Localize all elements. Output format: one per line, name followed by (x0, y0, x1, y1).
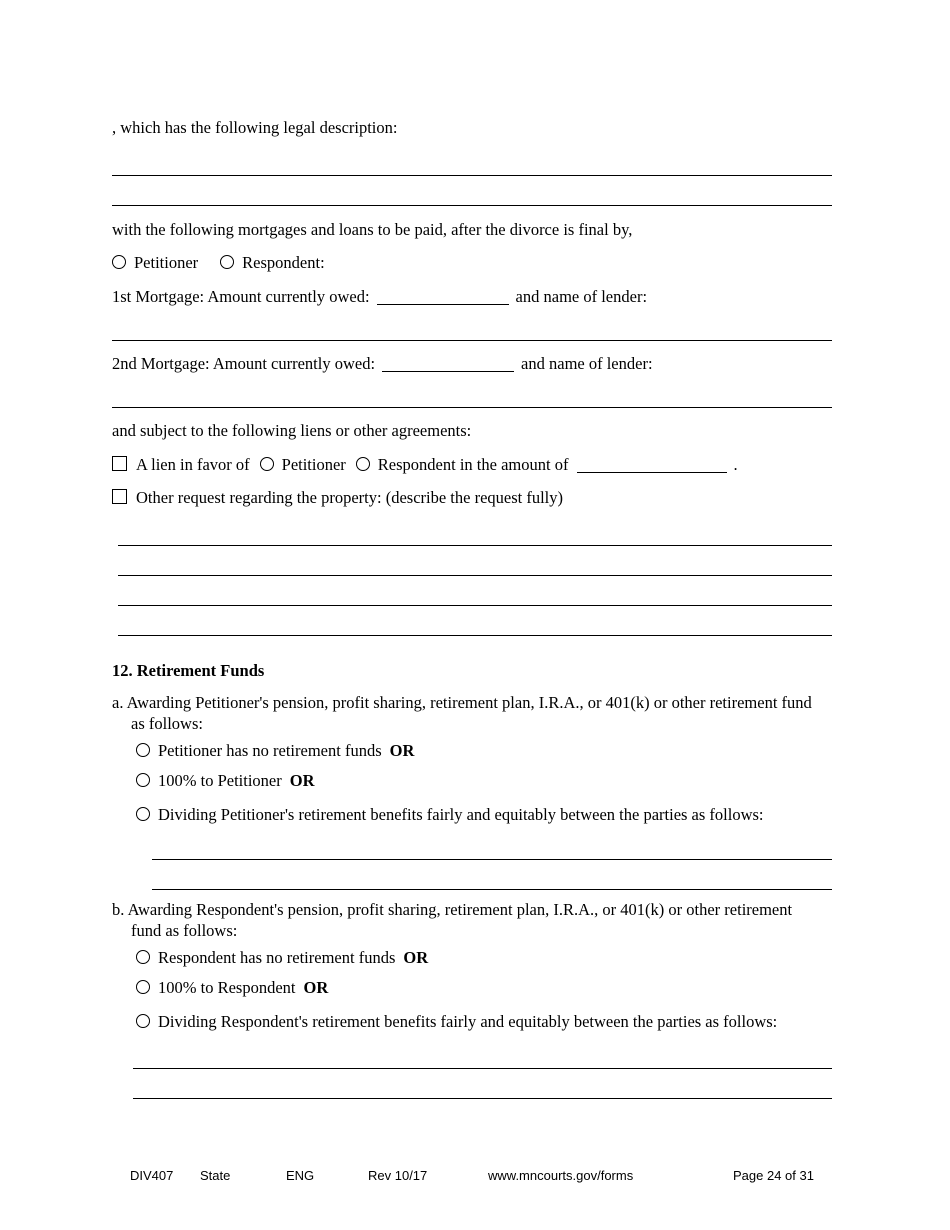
footer-language: ENG (286, 1168, 315, 1183)
mortgage-1-amount-field[interactable] (377, 290, 509, 305)
retirement-a-option-1-label: Petitioner has no retirement funds (158, 741, 382, 760)
lien-prefix-label: A lien in favor of (136, 455, 250, 474)
retirement-a-option-3 (136, 804, 832, 825)
retirement-b-option-2-or: OR (303, 978, 329, 997)
retirement-b-option-2 (136, 977, 832, 998)
legal-description-line-2[interactable] (112, 205, 832, 206)
retirement-a-option-3-label: Dividing Petitioner's retirement benefits fairly and equitably between the parties as follows: (158, 805, 764, 824)
mortgage-2-row (112, 353, 832, 374)
retirement-a-option-2-or: OR (289, 771, 315, 790)
retirement-a-line-2[interactable] (152, 889, 832, 890)
retirement-a-option-2 (136, 770, 832, 791)
other-request-line-4[interactable] (118, 635, 832, 636)
page-content (112, 0, 832, 1099)
retirement-a-option-3-radio[interactable] (136, 807, 150, 821)
retirement-b-option-1-or: OR (403, 948, 429, 967)
retirement-b-option-3 (136, 1011, 832, 1032)
lien-row (112, 454, 832, 475)
retirement-b-line-2[interactable] (133, 1098, 832, 1099)
lien-amount-field[interactable] (577, 458, 727, 473)
mortgage-1-lender-line[interactable] (112, 340, 832, 341)
respondent-radio-label: Respondent: (242, 253, 325, 272)
retirement-a-option-1-radio[interactable] (136, 743, 150, 757)
mortgage-2-label: 2nd Mortgage: Amount currently owed: (112, 354, 376, 373)
retirement-b-option-2-radio[interactable] (136, 980, 150, 994)
mortgage-1-label: 1st Mortgage: Amount currently owed: (112, 287, 370, 306)
other-request-row (112, 487, 832, 508)
retirement-a-options (112, 740, 832, 825)
section-12-title: 12. Retirement Funds (112, 661, 265, 680)
footer-state: State (200, 1168, 231, 1183)
retirement-a-option-2-label: 100% to Petitioner (158, 771, 282, 790)
mortgage-2-lender-label: and name of lender: (521, 354, 653, 373)
retirement-b-options (112, 947, 832, 1032)
retirement-b-option-1-label: Respondent has no retirement funds (158, 948, 396, 967)
footer-website: www.mncourts.gov/forms (488, 1168, 634, 1183)
legal-description-line-1[interactable] (112, 175, 832, 176)
retirement-a-intro: a. Awarding Petitioner's pension, profit sharing, retirement plan, I.R.A., or 401(k) or other retirement fund as follows: (112, 693, 812, 733)
mortgage-payer-options (112, 252, 832, 273)
lien-petitioner-radio[interactable] (260, 457, 274, 471)
lien-respondent-label: Respondent in the amount of (377, 455, 569, 474)
footer-form-id: DIV407 (130, 1168, 174, 1183)
retirement-b-intro: b. Awarding Respondent's pension, profit sharing, retirement plan, I.R.A., or 401(k) or other retirement fund as follows: (112, 900, 793, 940)
lien-period: . (733, 455, 738, 474)
retirement-b-line-1[interactable] (133, 1068, 832, 1069)
other-request-label: Other request regarding the property: (describe the request fully) (136, 488, 564, 507)
retirement-a-line-1[interactable] (152, 859, 832, 860)
retirement-b-option-3-radio[interactable] (136, 1014, 150, 1028)
other-request-line-2[interactable] (118, 575, 832, 576)
mortgage-payer-intro: with the following mortgages and loans to be paid, after the divorce is final by, (112, 220, 633, 239)
retirement-a-option-1-or: OR (389, 741, 415, 760)
page-footer (0, 1167, 950, 1184)
retirement-b-option-2-label: 100% to Respondent (158, 978, 296, 997)
retirement-a-option-1 (136, 740, 832, 761)
petitioner-radio-label: Petitioner (134, 253, 199, 272)
footer-page-number: Page 24 of 31 (733, 1168, 814, 1183)
respondent-radio[interactable] (220, 255, 234, 269)
legal-description-intro: , which has the following legal description: (112, 118, 398, 137)
liens-intro: and subject to the following liens or other agreements: (112, 421, 472, 440)
retirement-b-option-3-label: Dividing Respondent's retirement benefits fairly and equitably between the parties as follows: (158, 1012, 778, 1031)
mortgage-1-row (112, 286, 832, 307)
mortgage-2-lender-line[interactable] (112, 407, 832, 408)
mortgage-2-amount-field[interactable] (382, 357, 514, 372)
retirement-b-option-1 (136, 947, 832, 968)
other-request-line-3[interactable] (118, 605, 832, 606)
retirement-a-option-2-radio[interactable] (136, 773, 150, 787)
mortgage-1-lender-label: and name of lender: (515, 287, 648, 306)
lien-respondent-radio[interactable] (356, 457, 370, 471)
retirement-b-option-1-radio[interactable] (136, 950, 150, 964)
lien-petitioner-label: Petitioner (281, 455, 346, 474)
other-request-checkbox[interactable] (112, 489, 127, 504)
petitioner-radio[interactable] (112, 255, 126, 269)
footer-revision: Rev 10/17 (368, 1168, 428, 1183)
other-request-line-1[interactable] (118, 545, 832, 546)
lien-checkbox[interactable] (112, 456, 127, 471)
